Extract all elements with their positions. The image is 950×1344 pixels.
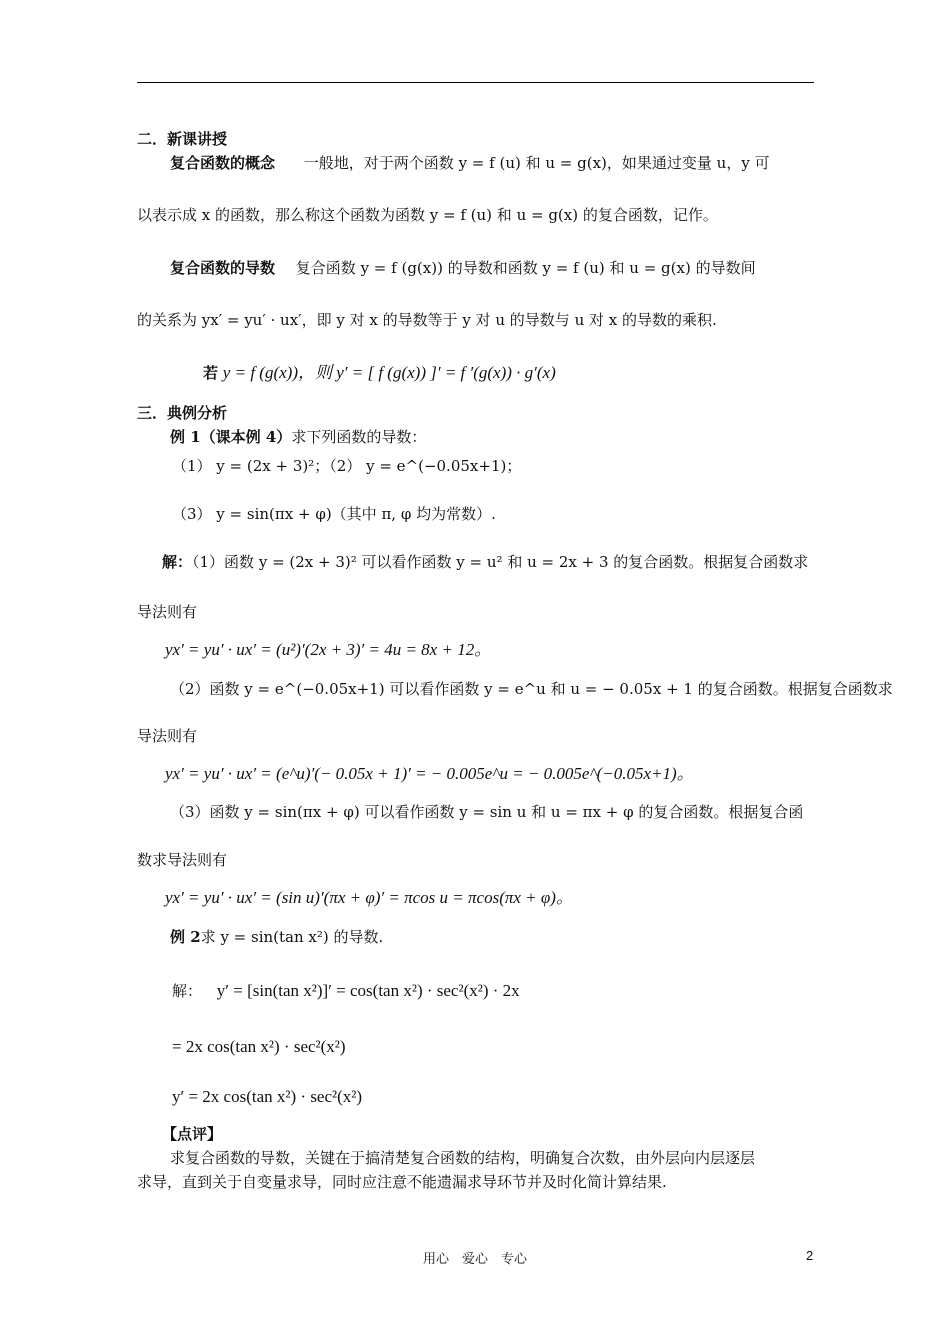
solution2-line1: （2）函数 y = e^(−0.05x+1) 可以看作函数 y = e^u 和 u = − 0.05x + 1 的复合函数。根据复合函数求 (170, 680, 893, 698)
section-heading-new-lesson: 二．新课讲授 (137, 130, 228, 148)
chain-rule-line (203, 362, 556, 384)
solution3-line2: 数求导法则有 (137, 851, 228, 869)
chain-rule-label: 若 (203, 364, 219, 382)
example1-title: 例 1（课本例 4） (170, 428, 292, 446)
solution1-line2: 导法则有 (137, 603, 198, 621)
solution3-equation: yx′ = yu′ · ux′ = (sin u)′(πx + φ)′ = πcos u = πcos(πx + φ)。 (165, 888, 573, 907)
example2-equation-2: = 2x cos(tan x²) · sec²(x²) (172, 1037, 346, 1056)
example1-header (170, 426, 426, 448)
comment-title: 【点评】 (162, 1125, 223, 1143)
derivative-title: 复合函数的导数 (170, 259, 276, 277)
solution1-text: （1）函数 y = (2x + 3)² 可以看作函数 y = u² 和 u = 2x + 3 的复合函数。根据复合函数求 (192, 553, 809, 571)
chain-rule-formula: y = f (g(x))，则 y′ = [ f (g(x)) ]′ = f ′(g(x)) · g′(x) (222, 363, 556, 382)
example1-item-3: （3） y = sin(πx + φ)（其中 π, φ 均为常数）. (172, 505, 496, 523)
derivative-text-1: 复合函数 y = f (g(x)) 的导数和函数 y = f (u) 和 u = g(x) 的导数间 (295, 259, 756, 277)
example2-line (170, 926, 383, 948)
example2-text: 求 y = sin(tan x²) 的导数. (200, 928, 384, 946)
page-number: 2 (806, 1248, 814, 1263)
example2-solution-label: 解： (172, 982, 203, 1000)
concept-paragraph-line1 (170, 152, 770, 174)
example2-equation-1: y′ = [sin(tan x²)]′ = cos(tan x²) · sec²(x²) · 2x (216, 981, 520, 1000)
solution-label: 解： (162, 553, 193, 571)
footer-motto: 用心 爱心 专心 (422, 1252, 527, 1267)
solution3-line1: （3）函数 y = sin(πx + φ) 可以看作函数 y = sin u 和 u = πx + φ 的复合函数。根据复合函 (170, 803, 804, 821)
comment-line1: 求复合函数的导数，关键在于搞清楚复合函数的结构，明确复合次数，由外层向内层逐层 (170, 1149, 756, 1167)
solution1-equation: yx′ = yu′ · ux′ = (u²)′(2x + 3)′ = 4u = 8x + 12。 (165, 640, 492, 659)
solution1-line1 (162, 551, 808, 573)
comment-line2: 求导，直到关于自变量求导，同时应注意不能遗漏求导环节并及时化简计算结果. (137, 1173, 667, 1191)
header-rule (137, 82, 814, 83)
concept-text-1: 一般地，对于两个函数 y = f (u) 和 u = g(x)，如果通过变量 u，y 可 (303, 154, 770, 172)
solution2-line2: 导法则有 (137, 727, 198, 745)
concept-title: 复合函数的概念 (170, 154, 276, 172)
example2-solution-line1 (172, 980, 520, 1002)
example1-items-1-2: （1） y = (2x + 3)²；（2） y = e^(−0.05x+1)； (172, 457, 522, 475)
derivative-paragraph-line2: 的关系为 yx′ = yu′ · ux′，即 y 对 x 的导数等于 y 对 u 的导数与 u 对 x 的导数的乘积. (137, 311, 717, 329)
example1-text: 求下列函数的导数： (291, 428, 427, 446)
derivative-paragraph-line1 (170, 257, 756, 279)
example2-equation-3: y′ = 2x cos(tan x²) · sec²(x²) (172, 1087, 363, 1106)
concept-paragraph-line2: 以表示成 x 的函数，那么称这个函数为函数 y = f (u) 和 u = g(x) 的复合函数，记作。 (137, 206, 718, 224)
section-heading-examples: 三．典例分析 (137, 404, 228, 422)
example2-title: 例 2 (170, 928, 201, 946)
solution2-equation: yx′ = yu′ · ux′ = (e^u)′(− 0.05x + 1)′ = − 0.005e^u = − 0.005e^(−0.05x+1)。 (165, 764, 694, 783)
